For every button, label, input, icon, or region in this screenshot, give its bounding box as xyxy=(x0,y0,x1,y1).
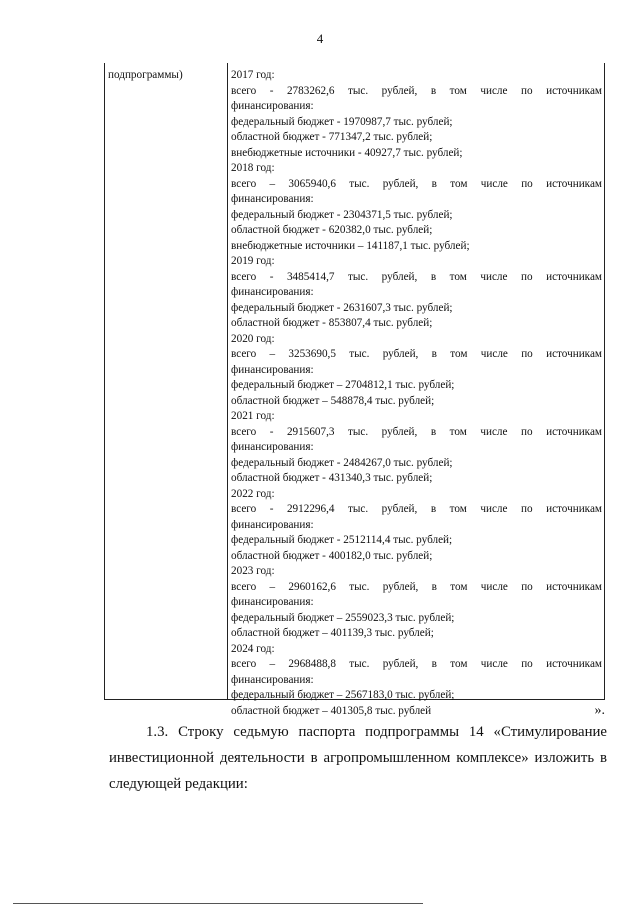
financing-line: федеральный бюджет - 2484267,0 тыс. рублей; xyxy=(231,456,453,469)
financing-line: федеральный бюджет - 2512114,4 тыс. рублей; xyxy=(231,534,453,546)
column-divider xyxy=(227,63,228,699)
financing-line: всего - 2915607,3 тыс. рублей, в том числе по источникам xyxy=(231,425,602,438)
financing-line: федеральный бюджет - 1970987,7 тыс. рублей; xyxy=(231,115,453,128)
amendment-paragraph xyxy=(109,719,607,797)
financing-line: всего – 3253690,5 тыс. рублей, в том числе по источникам xyxy=(231,348,602,360)
financing-line: федеральный бюджет - 2304371,5 тыс. рублей; xyxy=(231,208,453,221)
financing-line: областной бюджет – 401139,3 тыс. рублей; xyxy=(231,627,434,639)
financing-line: финансирования: xyxy=(231,100,314,112)
financing-line: областной бюджет – 401305,8 тыс. рублей xyxy=(231,704,432,717)
financing-line: внебюджетные источники – 141187,1 тыс. рублей; xyxy=(231,239,470,252)
financing-line: внебюджетные источники - 40927,7 тыс. рублей; xyxy=(231,146,463,159)
financing-line: всего - 3485414,7 тыс. рублей, в том числе по источникам xyxy=(231,270,602,283)
financing-line: федеральный бюджет - 2631607,3 тыс. рублей; xyxy=(231,301,453,314)
financing-line: 2023 год: xyxy=(231,565,275,577)
financing-line: областной бюджет - 431340,3 тыс. рублей; xyxy=(231,472,433,484)
financing-line: областной бюджет - 853807,4 тыс. рублей; xyxy=(231,317,433,329)
financing-line: всего – 2968488,8 тыс. рублей, в том числе по источникам xyxy=(231,658,602,670)
financing-line: финансирования: xyxy=(231,441,314,453)
financing-line: финансирования: xyxy=(231,518,314,531)
financing-line: федеральный бюджет – 2704812,1 тыс. рублей; xyxy=(231,379,455,391)
financing-line: федеральный бюджет – 2559023,3 тыс. рублей; xyxy=(231,611,455,624)
financing-line: всего - 2912296,4 тыс. рублей, в том числе по источникам xyxy=(231,503,602,515)
financing-line: финансирования: xyxy=(231,193,314,205)
financing-line: финансирования: xyxy=(231,673,314,686)
financing-line: всего – 3065940,6 тыс. рублей, в том числе по источникам xyxy=(231,177,602,190)
financing-line: федеральный бюджет – 2567183,0 тыс. рублей; xyxy=(231,689,455,701)
page-number: 4 xyxy=(316,31,324,46)
financing-line: 2019 год: xyxy=(231,255,275,267)
financing-line: областной бюджет - 771347,2 тыс. рублей; xyxy=(231,131,433,143)
paragraph-line: следующей редакции: xyxy=(109,776,248,792)
paragraph-line: 1.3. Строку седьмую паспорта подпрограммы 14 «Стимулирование xyxy=(146,724,607,740)
paragraph-line: инвестиционной деятельности в агропромышленном комплексе» изложить в xyxy=(109,750,607,766)
financing-table xyxy=(104,63,605,717)
table-value-cell xyxy=(231,68,602,719)
financing-line: финансирования: xyxy=(231,286,314,298)
financing-line: областной бюджет - 400182,0 тыс. рублей; xyxy=(231,549,433,562)
footer-rule xyxy=(13,903,423,904)
table-label-cell: подпрограммы) xyxy=(108,69,183,81)
financing-line: областной бюджет – 548878,4 тыс. рублей; xyxy=(231,394,435,407)
closing-quote: ». xyxy=(594,703,605,718)
financing-line: всего – 2960162,6 тыс. рублей, в том числе по источникам xyxy=(231,580,602,593)
financing-line: 2024 год: xyxy=(231,642,275,655)
financing-line: областной бюджет - 620382,0 тыс. рублей; xyxy=(231,224,433,236)
financing-line: финансирования: xyxy=(231,596,314,608)
financing-line: 2021 год: xyxy=(231,410,275,422)
financing-line: 2018 год: xyxy=(231,162,275,174)
financing-line: 2017 год: xyxy=(231,69,275,81)
financing-line: всего - 2783262,6 тыс. рублей, в том числе по источникам xyxy=(231,84,602,97)
financing-line: 2022 год: xyxy=(231,487,275,500)
financing-line: 2020 год: xyxy=(231,332,275,345)
financing-line: финансирования: xyxy=(231,363,314,376)
